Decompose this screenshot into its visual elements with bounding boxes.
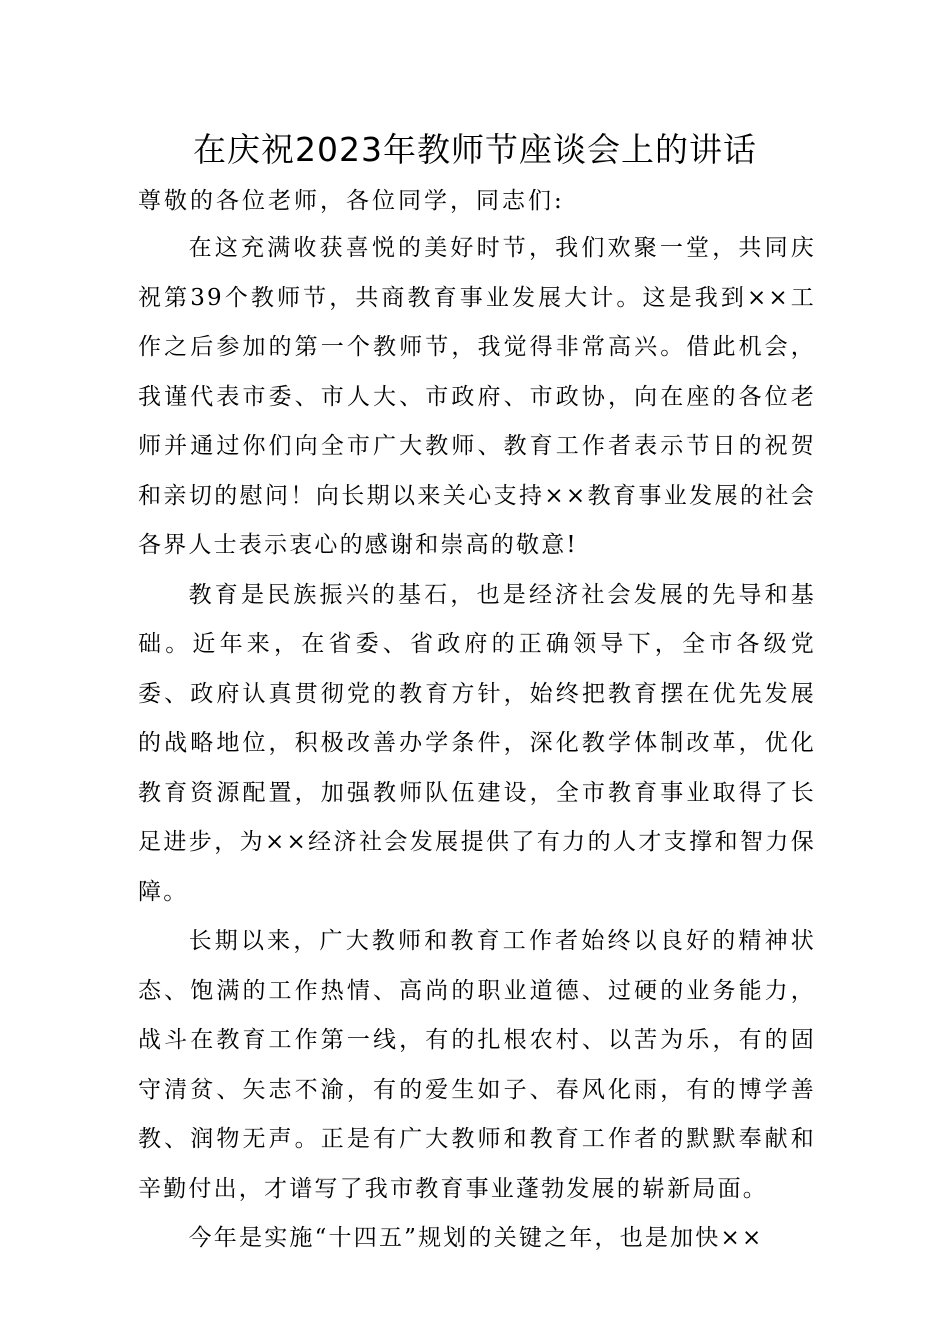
speech-body (138, 224, 816, 1264)
paragraph-2: 教育是民族振兴的基石，也是经济社会发展的先导和基础。近年来，在省委、省政府的正确领导下，全市各级党委、政府认真贯彻党的教育方针，始终把教育摆在优先发展的战略地位，积极改善办学条件，深化教学体制改革，优化教育资源配置，加强教师队伍建设，全市教育事业取得了长足进步，为××经济社会发展提供了有力的人才支撑和智力保障。 (138, 581, 816, 905)
paragraph-4: 今年是实施“十四五”规划的关键之年，也是加快×× (188, 1225, 764, 1251)
salutation: 尊敬的各位老师，各位同学，同志们: (138, 188, 565, 214)
page-title: 在庆祝2023年教师节座谈会上的讲话 (193, 130, 757, 169)
paragraph-1: 在这充满收获喜悦的美好时节，我们欢聚一堂，共同庆祝第39个教师节，共商教育事业发展大计。这是我到××工作之后参加的第一个教师节，我觉得非常高兴。借此机会，我谨代表市委、市人大、市政府、市政协，向在座的各位老师并通过你们向全市广大教师、教育工作者表示节日的祝贺和亲切的慰问！向长期以来关心支持××教育事业发展的社会各界人士表示衷心的感谢和崇高的敬意! (138, 235, 816, 558)
paragraph-3: 长期以来，广大教师和教育工作者始终以良好的精神状态、饱满的工作热情、高尚的职业道德、过硬的业务能力，战斗在教育工作第一线，有的扎根农村、以苦为乐，有的固守清贫、矢志不渝，有的爱生如子、春风化雨，有的博学善教、润物无声。正是有广大教师和教育工作者的默默奉献和辛勤付出，才谱写了我市教育事业蓬勃发展的崭新局面。 (138, 928, 816, 1202)
